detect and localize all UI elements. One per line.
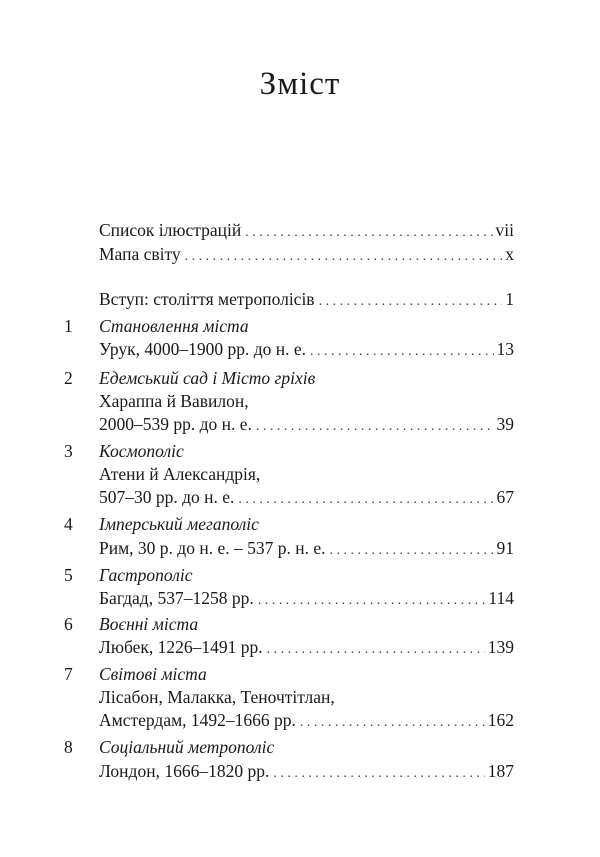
chapter-title: Космополіс (99, 441, 184, 461)
toc-entry-world-map[interactable] (0, 242, 600, 266)
chapter-subtitle: Багдад, 537–1258 рр. (99, 588, 254, 608)
chapter-number: 7 (64, 664, 73, 684)
toc-entry-illustrations[interactable] (0, 218, 600, 242)
toc-entry-text: Вступ: століття метрополісів (99, 289, 315, 309)
dot-leader (273, 762, 484, 786)
dot-leader (238, 488, 493, 512)
toc-page-number: x (505, 244, 514, 264)
toc-page-number: 1 (505, 289, 514, 309)
chapter-subtitle: Лондон, 1666–1820 рр. (99, 761, 270, 781)
toc-page-number: 13 (496, 339, 514, 359)
toc-entry-text: Список ілюстрацій (99, 220, 242, 240)
chapter-title: Едемський сад і Місто гріхів (99, 368, 316, 388)
chapter-title: Становлення міста (99, 316, 249, 336)
dot-leader (258, 589, 486, 613)
chapter-number: 6 (64, 614, 73, 634)
chapter-number: 5 (64, 565, 73, 585)
chapter-title: Світові міста (99, 664, 207, 684)
chapter-title: Воєнні міста (99, 614, 199, 634)
chapter-number: 8 (64, 737, 73, 757)
dot-leader (329, 539, 493, 563)
chapter-5-heading[interactable] (0, 563, 600, 587)
chapter-number: 4 (64, 514, 73, 534)
chapter-subtitle: 2000–539 рр. до н. е. (99, 414, 252, 434)
chapter-4-heading[interactable] (0, 512, 600, 536)
chapter-7-subtitle-line-1 (0, 685, 600, 709)
chapter-subtitle: Амстердам, 1492–1666 рр. (99, 710, 296, 730)
dot-leader (319, 290, 503, 314)
toc-entry-introduction[interactable] (0, 287, 600, 311)
dot-leader (185, 245, 503, 269)
dot-leader (256, 415, 494, 439)
toc-page-number: vii (495, 220, 514, 240)
dot-leader (310, 340, 493, 364)
chapter-subtitle: Атени й Александрія, (99, 464, 261, 484)
chapter-8-heading[interactable] (0, 735, 600, 759)
chapter-6-heading[interactable] (0, 612, 600, 636)
chapter-subtitle: 507–30 рр. до н. е. (99, 487, 235, 507)
page-title: Зміст (259, 66, 341, 102)
chapter-5-subtitle[interactable] (0, 586, 600, 610)
chapter-6-subtitle[interactable] (0, 635, 600, 659)
dot-leader (267, 638, 485, 662)
chapter-subtitle: Любек, 1226–1491 рр. (99, 637, 263, 657)
chapter-2-heading[interactable] (0, 366, 600, 390)
chapter-7-subtitle-line-2[interactable] (0, 708, 600, 732)
chapter-7-heading[interactable] (0, 662, 600, 686)
chapter-3-subtitle-line-1 (0, 462, 600, 486)
toc-page-number: 67 (496, 487, 514, 507)
chapter-4-subtitle[interactable] (0, 536, 600, 560)
chapter-subtitle: Хараппа й Вавилон, (99, 391, 249, 411)
toc-entry-text: Мапа світу (99, 244, 181, 264)
chapter-subtitle: Лісабон, Малакка, Теночтітлан, (99, 687, 335, 707)
chapter-title: Гастрополіс (99, 565, 193, 585)
chapter-subtitle: Рим, 30 р. до н. е. – 537 р. н. е. (99, 538, 326, 558)
chapter-number: 1 (64, 316, 73, 336)
chapter-number: 2 (64, 368, 73, 388)
toc-page-number: 187 (487, 761, 514, 781)
chapter-subtitle: Урук, 4000–1900 рр. до н. е. (99, 339, 307, 359)
toc-page-number: 39 (496, 414, 514, 434)
chapter-number: 3 (64, 441, 73, 461)
chapter-8-subtitle[interactable] (0, 759, 600, 783)
chapter-2-subtitle-line-1 (0, 389, 600, 413)
toc-page-number: 114 (488, 588, 514, 608)
chapter-title: Імперський мегаполіс (99, 514, 259, 534)
toc-page-number: 91 (496, 538, 514, 558)
chapter-3-subtitle-line-2[interactable] (0, 485, 600, 509)
chapter-2-subtitle-line-2[interactable] (0, 412, 600, 436)
chapter-title: Соціальний метрополіс (99, 737, 275, 757)
dot-leader (300, 711, 485, 735)
chapter-3-heading[interactable] (0, 439, 600, 463)
chapter-1-heading[interactable] (0, 314, 600, 338)
toc-page-number: 139 (487, 637, 514, 657)
toc-page-number: 162 (487, 710, 514, 730)
chapter-1-subtitle[interactable] (0, 337, 600, 361)
